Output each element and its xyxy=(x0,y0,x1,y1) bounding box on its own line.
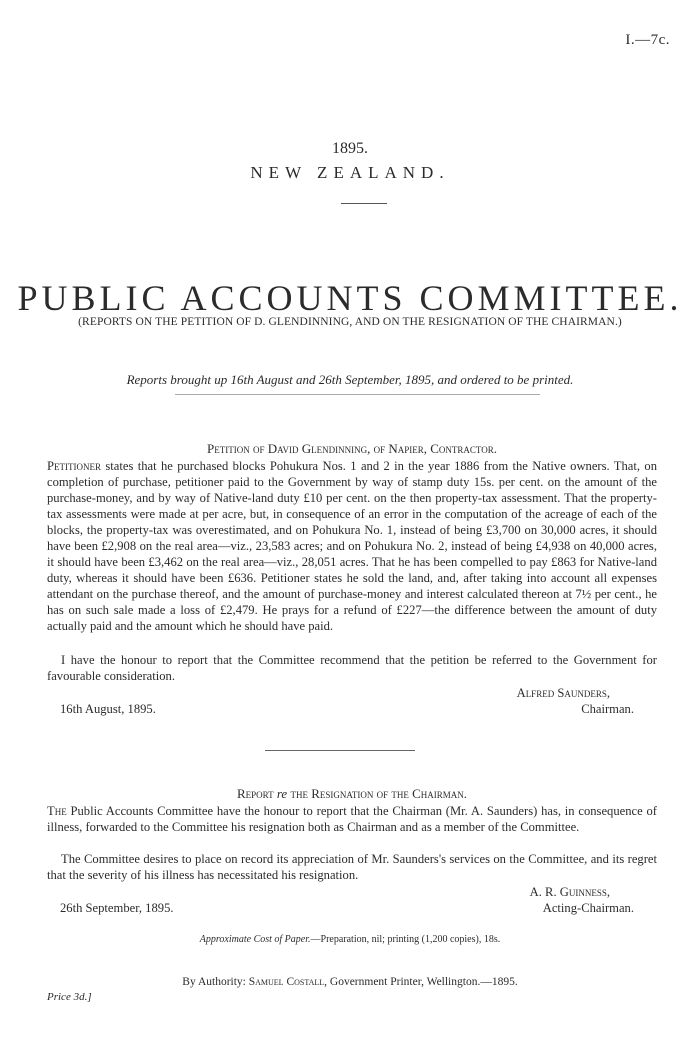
petition-date: 16th August, 1895. xyxy=(60,702,156,716)
resignation-lead-word: The xyxy=(47,804,67,818)
separator-rule xyxy=(265,750,415,751)
printer-authority xyxy=(0,976,700,988)
resignation-signatory-role: Acting-Chairman. xyxy=(542,901,634,915)
country-heading: NEW ZEALAND. xyxy=(250,163,450,182)
resignation-body-2: The Committee desires to place on record its appreciation of Mr. Saunders's services on the Committee, and its regret that the severity of his illness has necessitated his resignation. xyxy=(47,852,657,882)
cost-text: —Preparation, nil; printing (1,200 copies), 18s. xyxy=(310,934,501,945)
authority-prefix: By Authority: xyxy=(182,976,249,988)
resignation-heading-part2: the Resignation of the Chairman. xyxy=(290,786,468,801)
page-subtitle: (REPORTS ON THE PETITION OF D. GLENDINNING, AND ON THE RESIGNATION OF THE CHAIRMAN.) xyxy=(78,316,622,328)
petition-heading: Petition of David Glendinning, of Napier, Contractor. xyxy=(207,441,497,456)
document-year: 1895. xyxy=(332,140,368,157)
resignation-heading-part1: Report xyxy=(236,786,274,801)
resignation-heading xyxy=(47,786,657,802)
authority-suffix: , Government Printer, Wellington.—1895. xyxy=(324,976,518,988)
resignation-text: Public Accounts Committee have the honour to report that the Chairman (Mr. A. Saunders) has, in consequence of illness, forwarded to the Committee his resignation both as Chairman and as a member of the Committee. xyxy=(47,804,657,834)
resignation-signatory: A. R. Guinness, xyxy=(529,885,610,899)
printer-name: Samuel Costall xyxy=(248,976,325,988)
petition-lead-word: Petitioner xyxy=(47,459,101,473)
cost-note xyxy=(0,934,700,945)
resignation-body xyxy=(47,803,657,835)
petition-text: states that he purchased blocks Pohukura Nos. 1 and 2 in the year 1886 from the Native owners. That, on completion of purchase, petitioner paid to the Government by way of stamp duty 15s. per cent. on the amount of the purchase-money, and by way of Native-land duty £10 per cent. on the then property-tax assessment. That the property-tax assessments were made at per acre, but, in consequence of an error in the computation of the acreage of each of the blocks, the property-tax was overestimated, and on Pohukura No. 1, instead of being £3,700 on 30,000 acres, it should have been £2,908 on the real area—viz., 23,583 acres; and on Pohukura No. 2, instead of being £4,938 on 40,000 acres, it should have been £3,462 on the real area—viz., 28,051 acres. That he has been compelled to pay £863 for Native-land duty, whereas it should have been £636. Petitioner states he sold the land, and, after taking into account all expenses attendant on the purchase thereof, and the amount of purchase-money and interest calculated thereon at 7½ per cent., he has on such sale made a loss of £2,479. He prays for a refund of £227—the difference between the amount of duty actually paid and the amount which he should have paid. xyxy=(47,459,657,633)
reports-line: Reports brought up 16th August and 26th September, 1895, and ordered to be printed. xyxy=(126,372,574,387)
petition-signatory-role: Chairman. xyxy=(581,702,634,716)
short-rule xyxy=(341,203,387,204)
petition-recommendation: I have the honour to report that the Committee recommend that the petition be referred to the Government for favourable consideration. xyxy=(47,653,657,683)
resignation-date: 26th September, 1895. xyxy=(60,901,174,915)
petition-signatory: Alfred Saunders, xyxy=(516,686,610,700)
petition-body xyxy=(47,458,657,634)
price-note: Price 3d.] xyxy=(47,991,92,1003)
cost-label: Approximate Cost of Paper. xyxy=(199,934,311,945)
page-title: PUBLIC ACCOUNTS COMMITTEE. xyxy=(17,278,683,318)
resignation-heading-re: re xyxy=(276,786,288,801)
section-rule xyxy=(175,394,540,395)
document-reference: I.—7c. xyxy=(625,32,670,48)
